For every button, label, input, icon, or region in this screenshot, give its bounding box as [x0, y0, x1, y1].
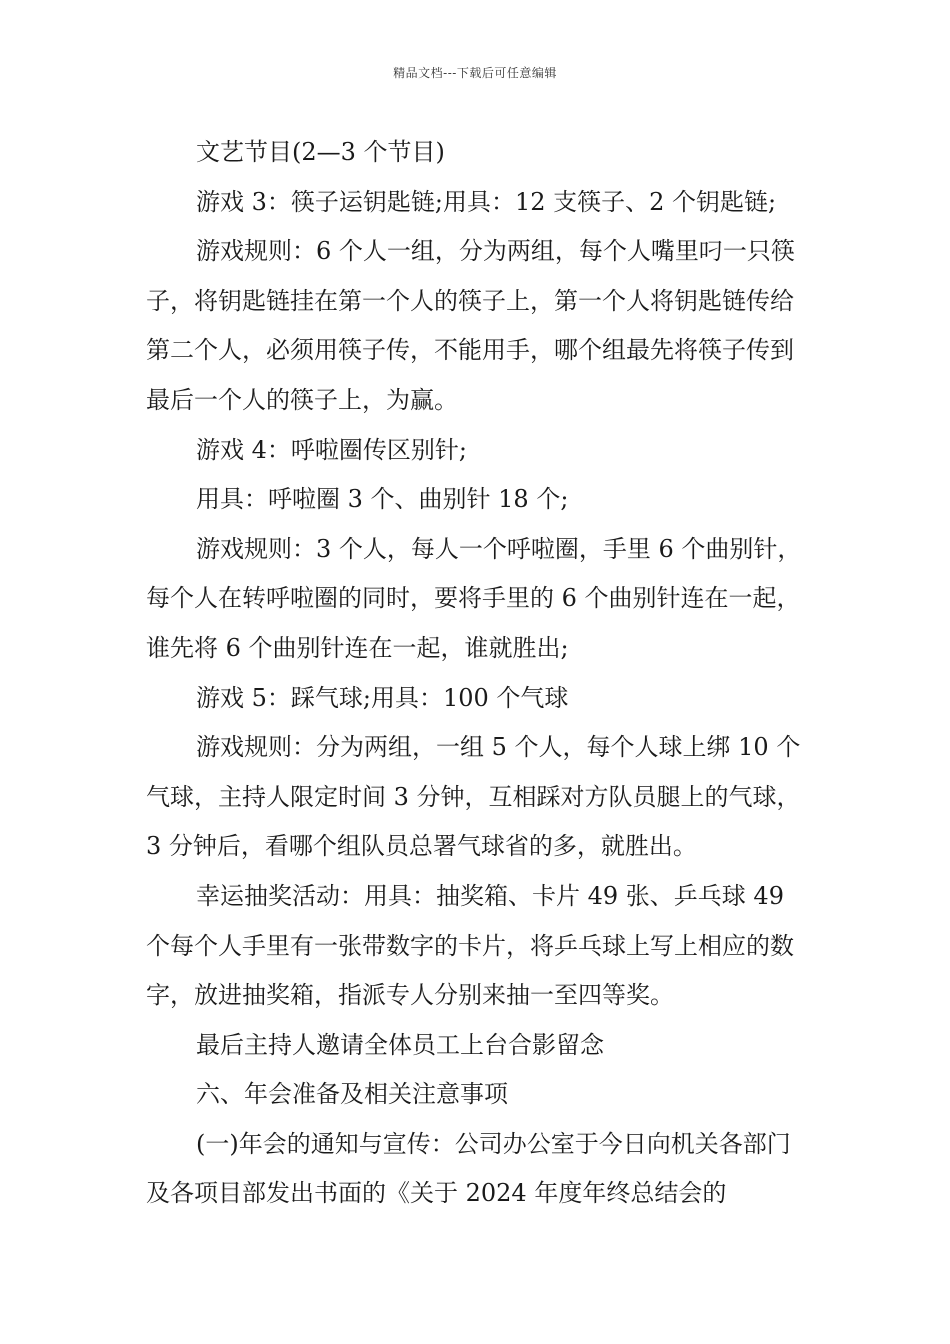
paragraph-lucky-draw: 幸运抽奖活动：用具：抽奖箱、卡片 49 张、乒乓球 49 个每个人手里有一张带数字的卡片，将乒乓球上写上相应的数字，放进抽奖箱，指派专人分别来抽一至四等奖。	[146, 881, 794, 1010]
paragraph-program: 文艺节目(2—3 个节目)	[196, 138, 445, 166]
paragraph-game4-tools: 用具：呼啦圈 3 个、曲别针 18 个;	[196, 485, 569, 514]
paragraph-game3: 游戏 3：筷子运钥匙链;用具：12 支筷子、2 个钥匙链;	[196, 187, 777, 216]
paragraph-notice: (一)年会的通知与宣传：公司办公室于今日向机关各部门及各项目部发出书面的《关于 2024 年度年终总结会的	[146, 1129, 791, 1208]
paragraph-game4: 游戏 4：呼啦圈传区别针;	[196, 435, 467, 464]
paragraph-game5: 游戏 5：踩气球;用具：100 个气球	[196, 683, 569, 712]
page-header: 精品文档---下载后可任意编辑	[393, 66, 557, 80]
paragraph-group-photo: 最后主持人邀请全体员工上台合影留念	[196, 1030, 604, 1059]
document-body	[146, 128, 808, 1219]
paragraph-game5-rules: 游戏规则：分为两组，一组 5 个人，每个人球上绑 10 个气球，主持人限定时间 3 分钟，互相踩对方队员腿上的气球，3 分钟后，看哪个组队员总署气球省的多，就胜出。	[146, 733, 801, 861]
section-heading-preparation: 六、年会准备及相关注意事项	[196, 1080, 508, 1109]
paragraph-game4-rules: 游戏规则：3 个人，每人一个呼啦圈，手里 6 个曲别针，每个人在转呼啦圈的同时，要将手里的 6 个曲别针连在一起，谁先将 6 个曲别针连在一起，谁就胜出;	[146, 534, 802, 662]
paragraph-game3-rules: 游戏规则：6 个人一组，分为两组，每个人嘴里叼一只筷子，将钥匙链挂在第一个人的筷子上，第一个人将钥匙链传给第二个人，必须用筷子传，不能用手，哪个组最先将筷子传到最后一个人的筷子上，为赢。	[146, 237, 795, 414]
